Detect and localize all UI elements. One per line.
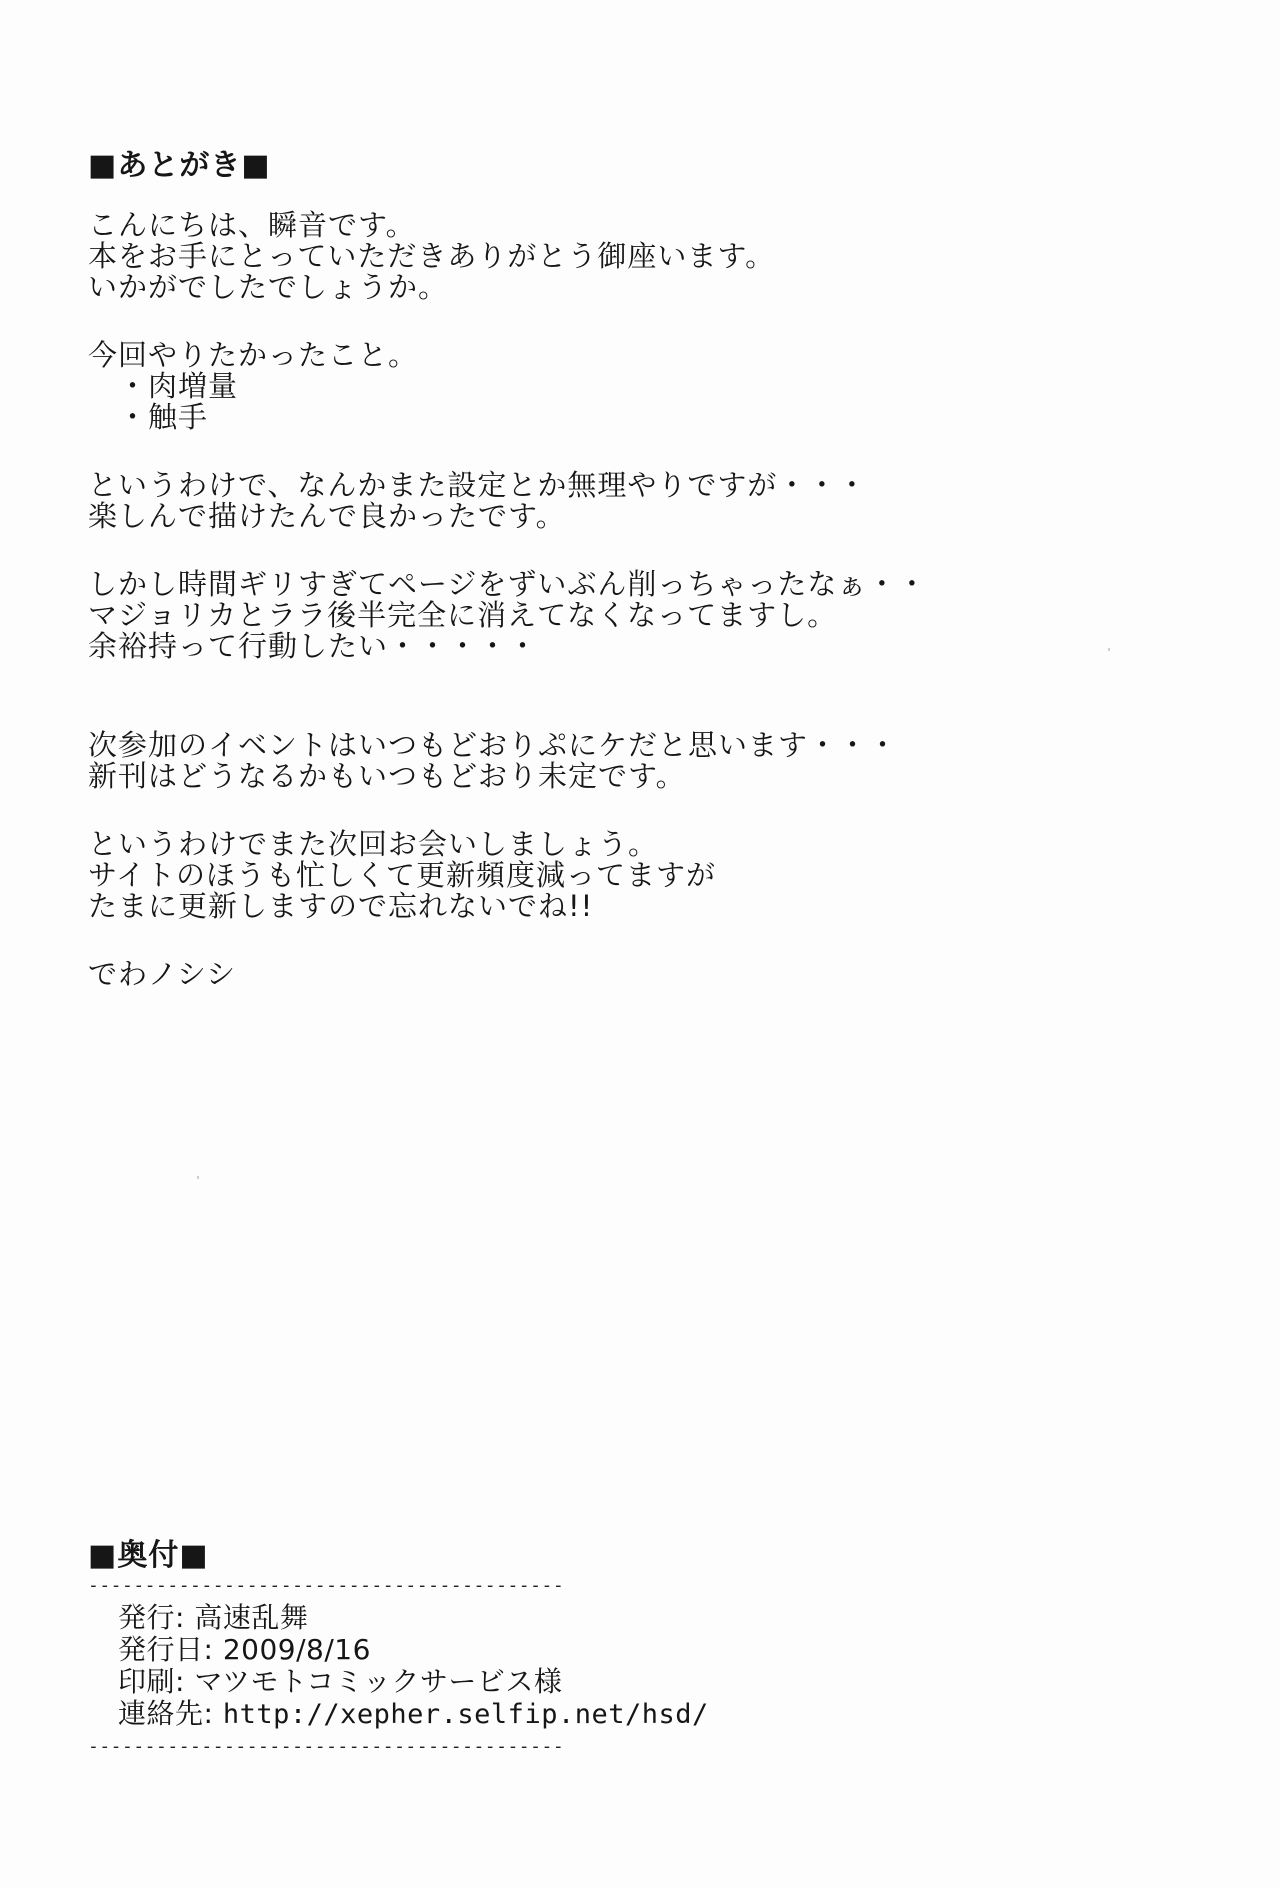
colophon-info-list	[118, 1602, 748, 1731]
printer-row	[118, 1666, 748, 1698]
afterword-heading: ■あとがき■	[88, 148, 271, 183]
event-paragraph	[88, 730, 1148, 792]
greeting-paragraph	[88, 210, 1148, 303]
text-line: 本をお手にとっていただきありがとう御座います。	[88, 239, 776, 273]
time-paragraph	[88, 569, 1148, 662]
publisher-row	[118, 1602, 748, 1634]
colophon-heading: ■奥付■	[88, 1538, 209, 1573]
text-line: 楽しんで描けたんで良かったです。	[88, 499, 566, 533]
text-line: しかし時間ギリすぎてページをずいぶん削っちゃったなぁ・・	[88, 567, 928, 601]
goals-paragraph	[88, 340, 1148, 433]
publish-date-value: 2009/8/16	[222, 1633, 371, 1666]
text-line: サイトのほうも忙しくて更新頻度減ってますが	[88, 858, 716, 892]
goals-intro: 今回やりたかったこと。	[88, 338, 419, 372]
text-line: というわけで、なんかまた設定とか無理やりですが・・・	[88, 468, 868, 502]
dashed-divider-bottom: ------------------------------------------	[88, 1737, 565, 1757]
afterword-section	[88, 148, 1148, 990]
print-speck	[1108, 648, 1110, 651]
publisher-label: 発行:	[118, 1601, 185, 1634]
text-line: たまに更新しますので忘れないでね!!	[88, 889, 594, 923]
text-line: というわけでまた次回お会いしましょう。	[88, 827, 659, 861]
text-line: いかがでしたでしょうか。	[88, 270, 449, 304]
contact-url: http://xepher.selfip.net/hsd/	[222, 1699, 709, 1730]
dashed-divider-top: ------------------------------------------	[88, 1576, 565, 1596]
text-line: マジョリカとララ後半完全に消えてなくなってますし。	[88, 598, 838, 632]
goal-item: ・触手	[118, 400, 209, 434]
text-line: でわノシシ	[88, 957, 237, 991]
publisher-value: 高速乱舞	[194, 1601, 309, 1634]
text-line: 余裕持って行動したい・・・・・	[88, 629, 539, 663]
printer-value: マツモトコミックサービス様	[194, 1665, 563, 1698]
publish-date-row	[118, 1634, 748, 1666]
colophon-section	[88, 1538, 748, 1757]
next-paragraph	[88, 829, 1148, 922]
print-speck	[197, 1176, 199, 1179]
text-line: こんにちは、瞬音です。	[88, 208, 416, 242]
text-line: 次参加のイベントはいつもどおりぷにケだと思います・・・	[88, 728, 899, 762]
text-line: 新刊はどうなるかもいつもどおり未定です。	[88, 759, 686, 793]
publish-date-label: 発行日:	[118, 1633, 214, 1666]
farewell-line	[88, 959, 1148, 990]
contact-label: 連絡先:	[118, 1697, 214, 1730]
goal-item: ・肉増量	[118, 369, 239, 403]
however-paragraph	[88, 470, 1148, 532]
contact-row	[118, 1698, 748, 1731]
printer-label: 印刷:	[118, 1665, 185, 1698]
